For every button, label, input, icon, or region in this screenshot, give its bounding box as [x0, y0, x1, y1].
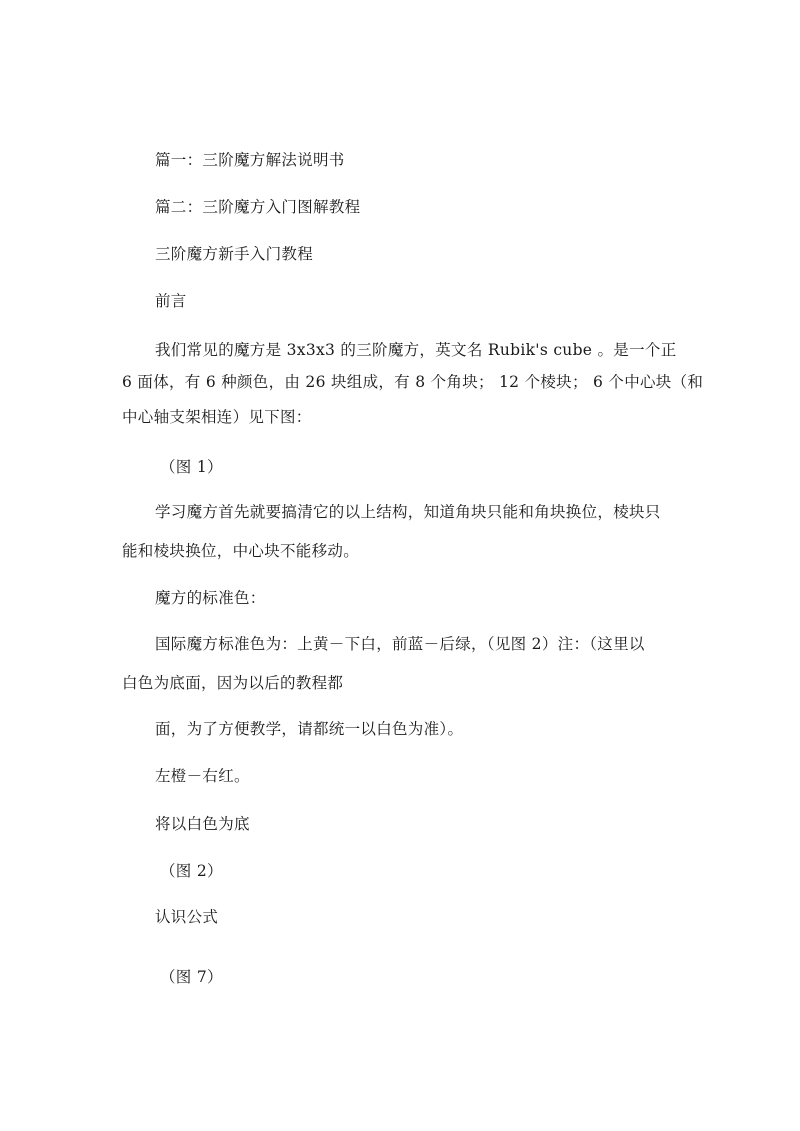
colors-line-3: 面，为了方便教学，请都统一以白色为准）。: [155, 720, 464, 738]
heading-part1: 篇一：三阶魔方解法说明书: [155, 151, 345, 169]
colors-line-2: 白色为底面，因为以后的教程都: [122, 674, 344, 692]
preface-heading: 前言: [155, 292, 187, 310]
tutorial-title: 三阶魔方新手入门教程: [155, 245, 314, 263]
colors-line-4: 左橙－右红。: [155, 767, 250, 785]
figure-1-caption: （图 1）: [160, 458, 223, 476]
intro-line-3: 中心轴支架相连）见下图：: [122, 408, 312, 426]
structure-line-1: 学习魔方首先就要搞清它的以上结构，知道角块只能和角块换位，棱块只: [155, 503, 661, 521]
colors-line-1: 国际魔方标准色为：上黄－下白，前蓝－后绿，（见图 2）注：（这里以: [155, 635, 645, 653]
formula-heading: 认识公式: [155, 908, 219, 926]
colors-line-5: 将以白色为底: [155, 815, 250, 833]
standard-colors-heading: 魔方的标准色：: [155, 589, 266, 607]
heading-part2: 篇二：三阶魔方入门图解教程: [155, 198, 361, 216]
figure-7-caption: （图 7）: [160, 968, 223, 986]
intro-line-1: 我们常见的魔方是 3x3x3 的三阶魔方，英文名 Rubik's cube 。是一个正: [155, 341, 677, 359]
structure-line-2: 能和棱块换位，中心块不能移动。: [122, 542, 360, 560]
figure-2-caption: （图 2）: [160, 862, 223, 880]
intro-line-2: 6 面体，有 6 种颜色，由 26 块组成，有 8 个角块； 12 个棱块； 6 个中心块（和: [122, 373, 704, 391]
